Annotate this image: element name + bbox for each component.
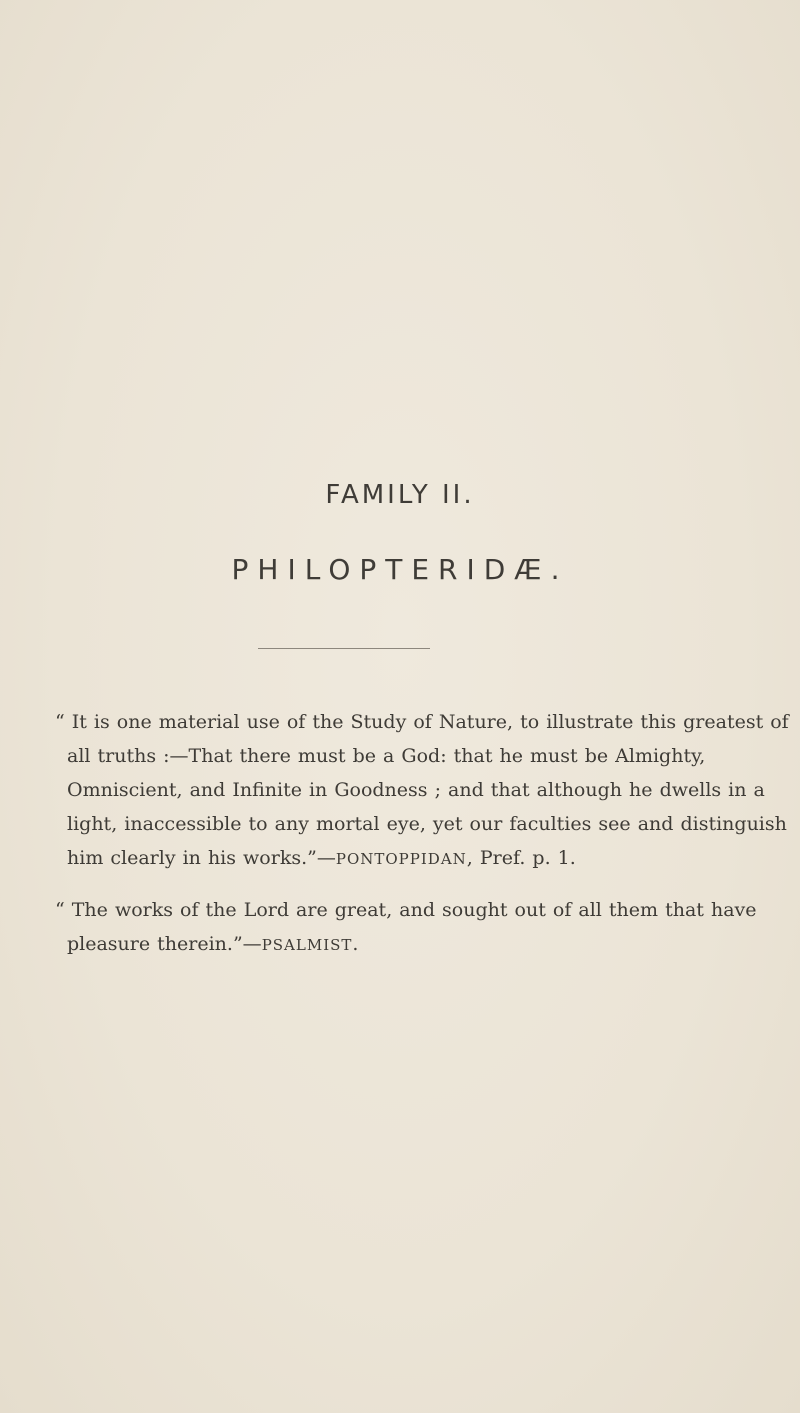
quote-source: . xyxy=(352,933,359,955)
divider-rule xyxy=(258,648,430,649)
quote-line: “ The works of the Lord are great, and sought out of all them that have xyxy=(55,899,757,921)
quote-line: “ It is one material use of the Study of Nature, to illustrate this greatest of xyxy=(55,711,789,733)
family-title: PHILOPTERIDÆ. xyxy=(231,553,569,586)
quote-text: pleasure therein.”— xyxy=(67,933,262,955)
quote-line: all truths :—That there must be a God: that he must be Almighty, xyxy=(67,745,706,767)
quote-source: , Pref. p. 1. xyxy=(466,847,576,869)
quote-author: PONTOPPIDAN xyxy=(335,850,467,868)
quote-line: light, inaccessible to any mortal eye, yet our faculties see and distinguish xyxy=(67,813,787,835)
quote-last-line xyxy=(55,927,755,962)
quote-last-line xyxy=(55,841,755,876)
quote-psalmist xyxy=(55,893,755,962)
quote-pontoppidan xyxy=(55,705,789,876)
quote-author: PSALMIST xyxy=(261,936,353,954)
quote-text: him clearly in his works.”— xyxy=(67,847,336,869)
quote-line: Omniscient, and Infinite in Goodness ; and that although he dwells in a xyxy=(67,779,765,801)
family-heading: FAMILY II. xyxy=(325,480,475,510)
